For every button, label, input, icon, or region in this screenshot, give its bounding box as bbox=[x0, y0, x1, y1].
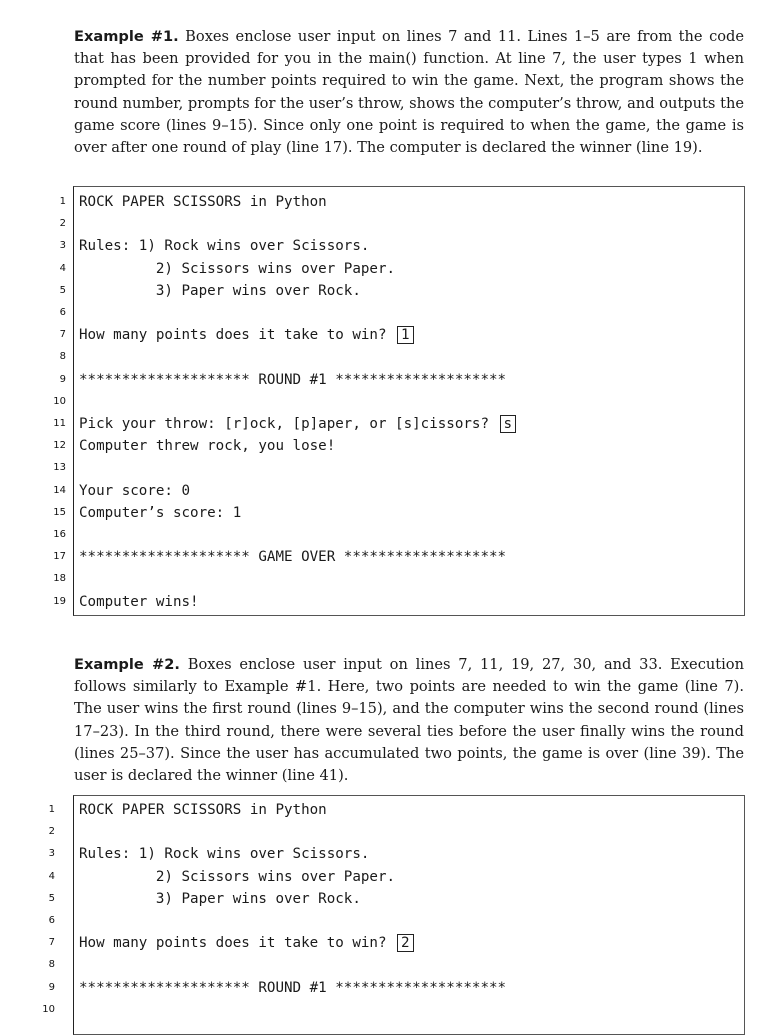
code-line bbox=[0, 280, 783, 302]
code-line-text: Pick your throw: [r]ock, [p]aper, or [s]cissors? bbox=[79, 416, 489, 432]
code-text bbox=[79, 843, 369, 865]
code-text bbox=[79, 502, 241, 524]
code-text bbox=[79, 480, 190, 502]
line-number: 16 bbox=[53, 529, 66, 540]
code-line-text: ******************** ROUND #1 ******************** bbox=[79, 371, 507, 388]
code-line bbox=[0, 302, 783, 324]
line-number: 5 bbox=[59, 284, 66, 296]
code-line bbox=[0, 391, 783, 413]
line-number: 9 bbox=[59, 373, 66, 385]
example1-heading: Example #1. bbox=[74, 28, 179, 45]
code-line-text: How many points does it take to win? bbox=[79, 935, 387, 952]
code-line bbox=[0, 866, 783, 888]
code-text bbox=[79, 866, 395, 888]
code-line bbox=[0, 191, 783, 213]
code-line-text: Computer threw rock, you lose! bbox=[79, 438, 336, 455]
user-input-box: s bbox=[500, 415, 517, 433]
line-number: 7 bbox=[59, 329, 66, 341]
code-line-text: 3) Paper wins over Rock. bbox=[79, 890, 361, 907]
line-number: 18 bbox=[53, 573, 66, 585]
code-text bbox=[79, 435, 335, 457]
code-line bbox=[0, 999, 783, 1021]
code-line bbox=[0, 910, 783, 932]
code-line-text: Computer wins! bbox=[79, 593, 199, 610]
line-number: 10 bbox=[53, 395, 66, 407]
code-line bbox=[0, 213, 783, 235]
code-line bbox=[0, 524, 783, 546]
example1-paragraph bbox=[74, 26, 744, 159]
code-line-text: Rules: 1) Rock wins over Scissors. bbox=[79, 238, 370, 255]
line-number: 11 bbox=[53, 418, 66, 429]
code-line-text: ******************** ROUND #1 ******************** bbox=[79, 979, 507, 996]
code-line bbox=[0, 346, 783, 368]
line-number: 12 bbox=[53, 440, 66, 452]
line-number: 3 bbox=[48, 848, 55, 860]
example1-code-listing bbox=[0, 186, 783, 616]
line-number: 17 bbox=[53, 551, 66, 563]
code-text bbox=[79, 977, 506, 999]
code-line bbox=[0, 932, 783, 954]
line-number: 6 bbox=[48, 915, 55, 926]
user-input-box: 2 bbox=[397, 934, 414, 952]
code-line bbox=[0, 546, 783, 568]
code-text bbox=[79, 799, 327, 821]
line-number: 8 bbox=[59, 351, 66, 363]
code-line-text: 2) Scissors wins over Paper. bbox=[79, 260, 396, 277]
code-text bbox=[79, 235, 369, 257]
example1-body: Boxes enclose user input on lines 7 and 11. Lines 1–5 are from the code that has been provided for you in the main() function. At line 7, the user types 1 when prompted for the number points required to win the game. Next, the program shows the round number, prompts for the user’s throw, shows the computer’s throw, and outputs the game score (lines 9–15). Since only one point is required to when the game, the game is over after one round of play (line 17). The computer is declared the winner (line 19). bbox=[74, 28, 745, 157]
code-line bbox=[0, 457, 783, 479]
line-number: 1 bbox=[59, 196, 66, 207]
code-line bbox=[0, 369, 783, 391]
line-number: 5 bbox=[48, 892, 55, 904]
code-line bbox=[0, 502, 783, 524]
code-line bbox=[0, 977, 783, 999]
code-line bbox=[0, 413, 783, 435]
code-text bbox=[79, 258, 395, 280]
code-line bbox=[0, 591, 783, 613]
code-line-text: How many points does it take to win? bbox=[79, 327, 387, 344]
code-line bbox=[0, 480, 783, 502]
code-line-text: Your score: 0 bbox=[79, 482, 191, 499]
code-line bbox=[0, 435, 783, 457]
example2-body: Boxes enclose user input on lines 7, 11, 19, 27, 30, and 33. Execution follows similarly to Example #1. Here, two points are needed to win the game (line 7). The user wins the first round (lines 9–15), and the computer wins the second round (lines 17–23). In the third round, there were several ties before the user finally wins the round (lines 25–37). Since the user has accumulated two points, the game is over (line 39). The user is declared the winner (line 41). bbox=[74, 656, 744, 785]
line-number: 7 bbox=[48, 937, 55, 949]
example2-heading: Example #2. bbox=[74, 656, 180, 673]
line-number: 2 bbox=[59, 218, 66, 230]
code-text bbox=[79, 191, 327, 213]
code-line bbox=[0, 799, 783, 821]
line-number: 4 bbox=[48, 870, 55, 882]
code-line-text: Computer’s score: 1 bbox=[79, 504, 242, 521]
line-number: 15 bbox=[53, 506, 66, 518]
code-text bbox=[79, 546, 506, 568]
code-line-text: 3) Paper wins over Rock. bbox=[79, 282, 361, 299]
line-number: 10 bbox=[42, 1003, 55, 1015]
line-number: 9 bbox=[48, 981, 55, 993]
example2-code-listing bbox=[0, 795, 783, 1035]
line-number: 13 bbox=[53, 462, 66, 474]
line-number: 2 bbox=[48, 826, 55, 838]
code-text bbox=[79, 324, 414, 346]
line-number: 8 bbox=[48, 959, 55, 971]
code-line-text: ROCK PAPER SCISSORS in Python bbox=[79, 194, 327, 210]
code-line bbox=[0, 258, 783, 280]
line-number: 1 bbox=[48, 804, 55, 815]
code-text bbox=[79, 888, 361, 910]
line-number: 19 bbox=[53, 595, 66, 607]
line-number: 3 bbox=[59, 240, 66, 252]
code-line bbox=[0, 954, 783, 976]
code-text bbox=[79, 932, 414, 954]
code-line bbox=[0, 568, 783, 590]
code-text bbox=[79, 280, 361, 302]
code-text bbox=[79, 413, 516, 435]
code-line-text: Rules: 1) Rock wins over Scissors. bbox=[79, 846, 370, 863]
example2-paragraph bbox=[74, 654, 744, 787]
code-line-text: ROCK PAPER SCISSORS in Python bbox=[79, 802, 327, 818]
line-number: 14 bbox=[53, 484, 66, 496]
user-input-box: 1 bbox=[397, 326, 414, 344]
code-line bbox=[0, 235, 783, 257]
code-text bbox=[79, 369, 506, 391]
line-number: 6 bbox=[59, 307, 66, 318]
code-line bbox=[0, 821, 783, 843]
code-line bbox=[0, 324, 783, 346]
code-line bbox=[0, 843, 783, 865]
code-line-text: 2) Scissors wins over Paper. bbox=[79, 868, 396, 885]
code-text bbox=[79, 591, 199, 613]
code-line bbox=[0, 888, 783, 910]
code-line-text: ******************** GAME OVER ******************* bbox=[79, 549, 507, 566]
line-number: 4 bbox=[59, 262, 66, 274]
